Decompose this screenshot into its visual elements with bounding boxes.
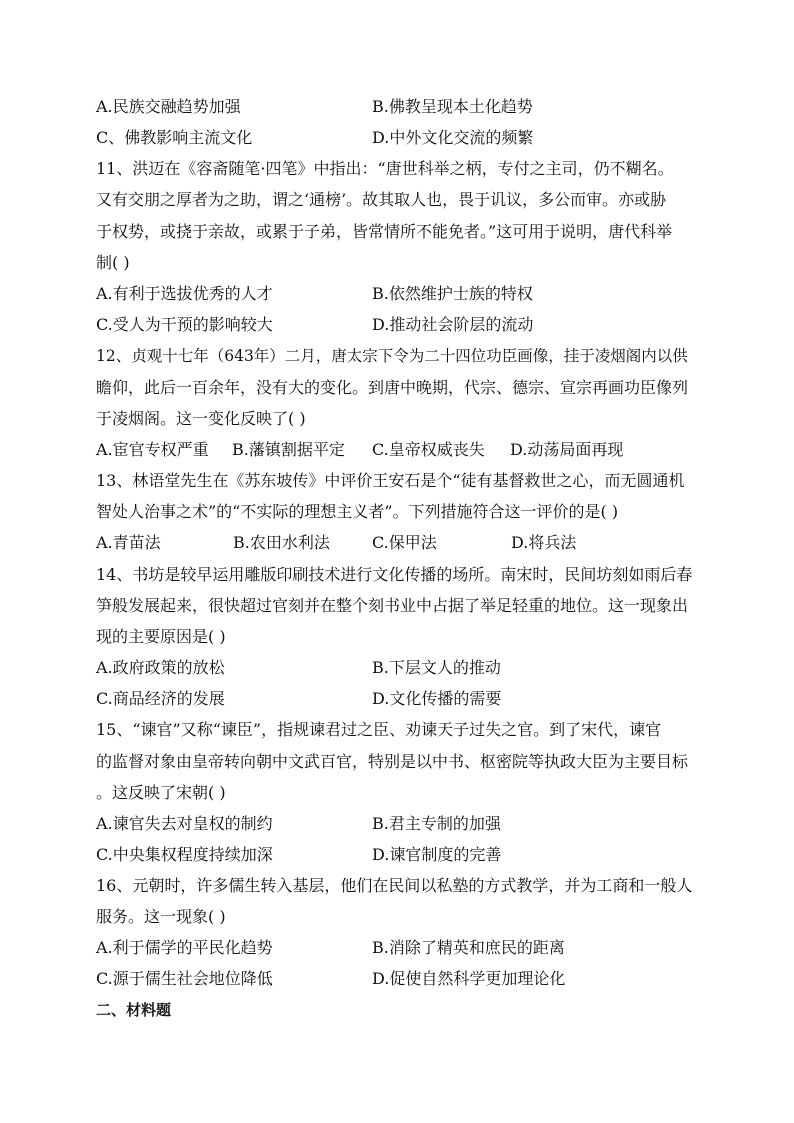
q14-option-a: A.政府政策的放松 [96, 658, 225, 677]
q16-option-b: B.消除了精英和庶民的距离 [372, 938, 565, 957]
q15-stem-line-2: 的监督对象由皇帝转向朝中文武百官，特别是以中书、枢密院等执政大臣为主要目标 [96, 752, 689, 771]
q14-option-d: D.文化传播的需要 [372, 689, 502, 708]
q12-stem-line-2: 瞻仰，此后一百余年，没有大的变化。到唐中晚期，代宗、德宗、宣宗再画功臣像列 [96, 378, 689, 397]
q15-stem-line-3: 。这反映了宋朝( ) [96, 783, 226, 802]
q11-option-c: C.受人为干预的影响较大 [96, 315, 273, 334]
q13-stem-line-2: 智处人治事之术”的“不实际的理想主义者”。下列措施符合这一评价的是( ) [96, 502, 619, 521]
q15-option-d: D.谏官制度的完善 [372, 845, 502, 864]
q16-option-a: A.利于儒学的平民化趋势 [96, 938, 273, 957]
q12-option-a: A.宦官专权严重 [96, 440, 209, 459]
q15-stem-line-1: 15、“谏官”又称“谏臣”，指规谏君过之臣、劝谏天子过失之官。到了宋代，谏官 [96, 720, 662, 739]
q14-option-c: C.商品经济的发展 [96, 689, 225, 708]
q12-option-b: B.藩镇割据平定 [232, 440, 345, 459]
q11-option-d: D.推动社会阶层的流动 [372, 315, 534, 334]
q16-option-d: D.促使自然科学更加理论化 [372, 969, 566, 988]
q14-option-b: B.下层文人的推动 [372, 658, 501, 677]
q11-stem-line-1: 11、洪迈在《容斋随笔·四笔》中指出：“唐世科举之柄，专付之主司，仍不糊名。 [96, 159, 674, 178]
q16-option-c: C.源于儒生社会地位降低 [96, 969, 273, 988]
q14-stem-line-2: 笋般发展起来，很快超过官刻并在整个刻书业中占据了举足轻重的地位。这一现象出 [96, 596, 689, 615]
section-heading: 二、材料题 [96, 1001, 172, 1019]
q15-option-a: A.谏官失去对皇权的制约 [96, 814, 273, 833]
q13-option-c: C.保甲法 [372, 533, 437, 552]
q12-stem-line-1: 12、贞观十七年（643年）二月，唐太宗下令为二十四位功臣画像，挂于凌烟阁内以供 [96, 347, 688, 365]
q10-option-d: D.中外文化交流的频繁 [372, 128, 534, 147]
q10-option-a: A.民族交融趋势加强 [96, 97, 241, 116]
q10-option-b: B.佛教呈现本土化趋势 [372, 97, 533, 116]
q14-stem-line-1: 14、书坊是较早运用雕版印刷技术进行文化传播的场所。南宋时，民间坊刻如雨后春 [96, 565, 693, 584]
q10-option-c: C、佛教影响主流文化 [96, 128, 253, 147]
q16-stem-line-2: 服务。这一现象( ) [96, 907, 226, 926]
q16-stem-line-1: 16、元朝时，许多儒生转入基层，他们在民间以私塾的方式教学，并为工商和一般人 [96, 876, 693, 895]
q11-option-a: A.有利于选拔优秀的人才 [96, 284, 273, 303]
q11-stem-line-4: 制( ) [96, 253, 130, 272]
q13-option-a: A.青苗法 [96, 533, 161, 552]
q11-stem-line-2: 又有交朋之厚者为之助，谓之‘通榜’。故其取人也，畏于讥议，多公而审。亦或胁 [96, 190, 667, 209]
q12-option-d: D.动荡局面再现 [510, 440, 624, 459]
q12-stem-line-3: 于凌烟阁。这一变化反映了( ) [96, 409, 306, 428]
q11-option-b: B.依然维护士族的特权 [372, 284, 533, 303]
q13-option-d: D.将兵法 [511, 533, 577, 552]
q14-stem-line-3: 现的主要原因是( ) [96, 627, 226, 646]
q11-stem-line-3: 于权势，或挠于亲故，或累于子弟，皆常情所不能免者。”这可用于说明，唐代科举 [96, 222, 673, 241]
q12-option-c: C.皇帝权威丧失 [372, 440, 485, 459]
q13-stem-line-1: 13、林语堂先生在《苏东坡传》中评价王安石是个“徒有基督救世之心，而无圆通机 [96, 471, 685, 490]
q15-option-b: B.君主专制的加强 [372, 814, 501, 833]
q13-option-b: B.农田水利法 [233, 533, 330, 552]
q15-option-c: C.中央集权程度持续加深 [96, 845, 273, 864]
